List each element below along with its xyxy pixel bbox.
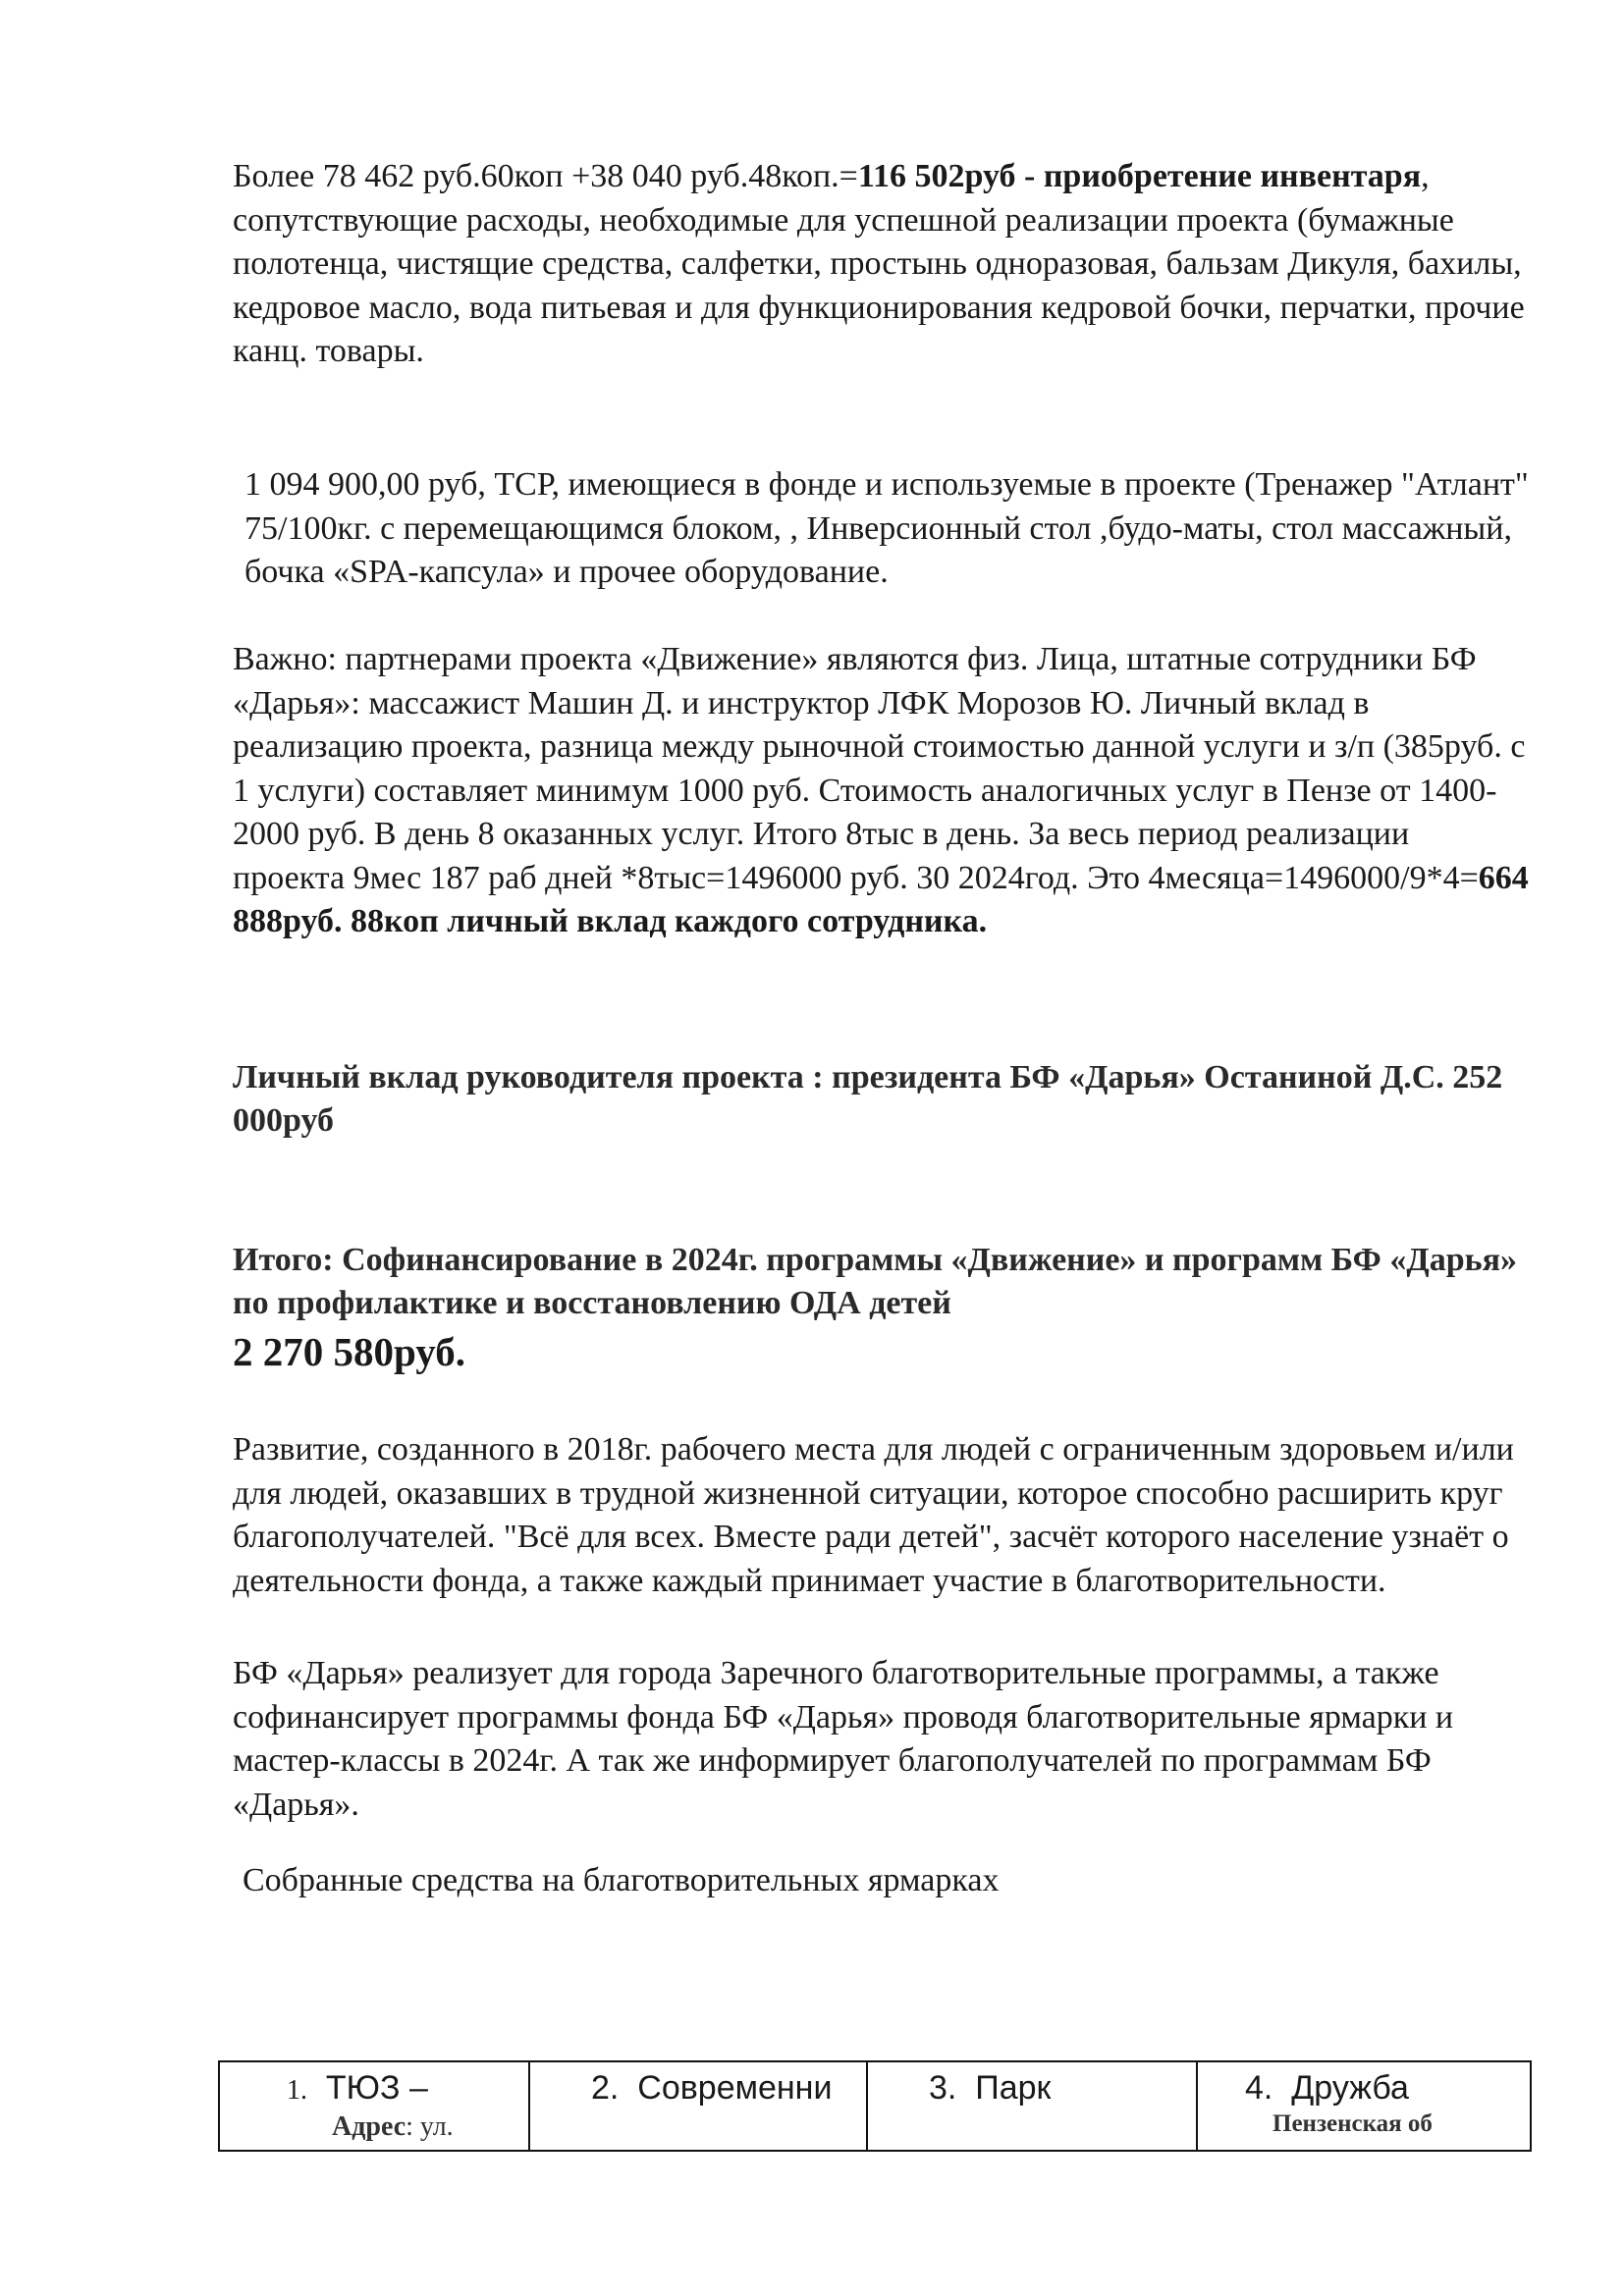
fair-1-title: ТЮЗ –: [325, 2069, 428, 2107]
leader-contribution: Личный вклад руководителя проекта : президента БФ «Дарья» Останиной Д.С. 252 000руб: [233, 1059, 1503, 1139]
partners-bold: 664 888руб. 88коп личный вклад каждого сотрудника.: [233, 859, 1529, 939]
fair-3-number: 3.: [929, 2069, 957, 2107]
paragraph-partners: [233, 638, 1529, 944]
fair-1-number: 1.: [287, 2075, 307, 2106]
fair-4-title: Дружба: [1291, 2069, 1409, 2107]
table-cell-fair-4: [1197, 2061, 1531, 2151]
inventory-lead: Более 78 462 руб.60коп +38 040 руб.48коп.=: [233, 158, 858, 194]
fair-1-address-rest: : ул.: [406, 2111, 454, 2142]
fair-1-address-label: Адрес: [332, 2111, 406, 2142]
paragraph-workplace: [233, 1428, 1529, 1603]
total-heading: Итого: Софинансирование в 2024г. программы «Движение» и программ БФ «Дарья» по профилактике и восстановлению ОДА детей: [233, 1242, 1518, 1321]
fair-4-region: Пензенская об: [1272, 2110, 1433, 2137]
fair-3-title: Парк: [975, 2069, 1052, 2107]
programs-text: БФ «Дарья» реализует для города Заречного благотворительные программы, а также софинансирует программы фонда БФ «Дарья» проводя благотворительные ярмарки и мастер-классы в 2024г. А так же информирует благополучателей по программам БФ «Дарья».: [233, 1655, 1454, 1823]
fair-2-number: 2.: [591, 2069, 620, 2107]
total-sum: 2 270 580руб.: [233, 1329, 465, 1374]
fair-4-number: 4.: [1245, 2069, 1273, 2107]
inventory-rest: , сопутствующие расходы, необходимые для успешной реализации проекта (бумажные полотенца, чистящие средства, салфетки, простынь одноразовая, бальзам Дикуля, бахилы, кедровое масло, вода питьевая и для функционирования кедровой бочки, перчатки, прочие канц. товары.: [233, 158, 1525, 369]
fair-2-title: Современни: [637, 2069, 833, 2107]
partners-text: Важно: партнерами проекта «Движение» являются физ. Лица, штатные сотрудники БФ «Дарья»: массажист Машин Д. и инструктор ЛФК Морозов Ю. Личный вклад в реализацию проекта, разница между рыночной стоимостью данной услуги и з/п (385руб. с 1 услуги) составляет минимум 1000 руб. Стоимость аналогичных услуг в Пензе от 1400-2000 руб. В день 8 оказанных услуг. Итого 8тыс в день. За весь период реализации проекта 9мес 187 раб дней *8тыс=1496000 руб. 30 2024год. Это 4месяца=1496000/9*4=: [233, 641, 1526, 896]
table-row: [219, 2061, 1531, 2151]
table-cell-fair-3: [867, 2061, 1197, 2151]
equipment-text: 1 094 900,00 руб, ТСР, имеющиеся в фонде и используемые в проекте (Тренажер "Атлант" 75/100кг. с перемещающимся блоком, , Инверсионный стол ,будо-маты, стол массажный, бочка «SPA-капсула» и прочее оборудование.: [244, 466, 1529, 590]
paragraph-equipment: [233, 463, 1529, 595]
fairs-table: [218, 2060, 1532, 2152]
table-cell-fair-1: [219, 2061, 529, 2151]
workplace-text: Развитие, созданного в 2018г. рабочего места для людей с ограниченным здоровьем и/или для людей, оказавших в трудной жизненной ситуации, которое способно расширить круг благополучателей. "Всё для всех. Вместе ради детей", засчёт которого население узнаёт о деятельности фонда, а также каждый принимает участие в благотворительности.: [233, 1431, 1514, 1599]
inventory-bold: 116 502руб - приобретение инвентаря: [857, 158, 1422, 194]
fairs-caption: Собранные средства на благотворительных ярмарках: [243, 1862, 1000, 1898]
table-cell-fair-2: [529, 2061, 867, 2151]
paragraph-inventory: [233, 155, 1529, 374]
paragraph-programs: [233, 1652, 1529, 1827]
